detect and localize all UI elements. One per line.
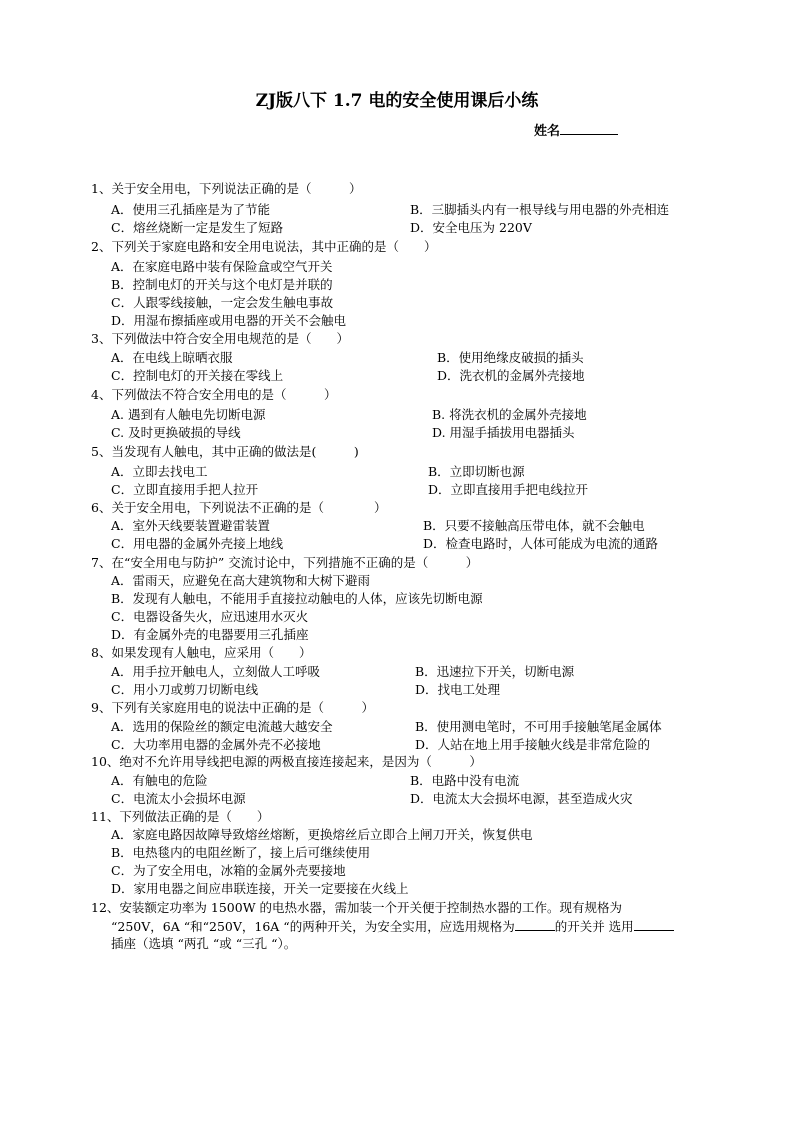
q11-option-a: A．家庭电路因故障导致熔丝熔断，更换熔丝后立即合上闸刀开关，恢复供电 — [111, 827, 533, 842]
q3-option-d: D．洗衣机的金属外壳接地 — [437, 368, 585, 383]
q5-option-a: A．立即去找电工 — [111, 464, 208, 479]
q9-option-c: C．大功率用电器的金属外壳不必接地 — [111, 737, 321, 752]
question-4: 4、下列做法不符合安全用电的是（ ） — [91, 387, 337, 402]
question-8: 8、如果发现有人触电，应采用（ ） — [91, 645, 312, 660]
q3-option-c: C．控制电灯的开关接在零线上 — [111, 368, 284, 383]
q7-option-a: A．雷雨天，应避免在高大建筑物和大树下避雨 — [111, 573, 371, 588]
q10-option-a: A．有触电的危险 — [111, 773, 208, 788]
question-12-line-1: 12、安装额定功率为 1500W 的电热水器，需加装一个开关便于控制热水器的工作。现有规格为 — [91, 900, 623, 915]
question-3: 3、下列做法中符合安全用电规范的是（ ） — [91, 331, 349, 346]
q7-option-d: D．有金属外壳的电器要用三孔插座 — [111, 627, 309, 642]
q8-option-d: D．找电工处理 — [415, 682, 501, 697]
q7-option-c: C．电器设备失火，应迅速用水灭火 — [111, 609, 309, 624]
q9-option-d: D．人站在地上用手接触火线是非常危险的 — [415, 737, 651, 752]
q8-option-c: C．用小刀或剪刀切断电线 — [111, 682, 259, 697]
question-12-line-3: 插座（选填 “两孔 “或 “三孔 “）。 — [111, 936, 297, 951]
question-1: 1、关于安全用电，下列说法正确的是（ ） — [91, 181, 362, 196]
question-11: 11、下列做法正确的是（ ） — [91, 809, 270, 824]
q9-option-a: A．选用的保险丝的额定电流越大越安全 — [111, 719, 333, 734]
name-blank[interactable] — [560, 123, 618, 135]
question-9: 9、下列有关家庭用电的说法中正确的是（ ） — [91, 700, 374, 715]
q1-option-d: D．安全电压为 220V — [410, 220, 532, 235]
q6-option-d: D．检查电路时，人体可能成为电流的通路 — [423, 536, 659, 551]
q10-option-d: D．电流太大会损坏电源，甚至造成火灾 — [410, 791, 633, 806]
question-7: 7、在“安全用电与防护” 交流讨论中，下列措施不正确的是（ ） — [91, 555, 479, 570]
q7-option-b: B．发现有人触电，不能用手直接拉动触电的人体，应该先切断电源 — [111, 591, 483, 606]
q11-option-d: D．家用电器之间应串联连接，开关一定要接在火线上 — [111, 881, 409, 896]
question-12-line-2 — [111, 918, 674, 935]
answer-blank-2[interactable] — [634, 918, 674, 931]
q5-option-d: D．立即直接用手把电线拉开 — [428, 482, 589, 497]
name-label: 姓名 — [534, 124, 561, 139]
q5-option-b: B．立即切断也源 — [428, 464, 525, 479]
q6-option-b: B．只要不接触高压带电体，就不会触电 — [423, 518, 645, 533]
page-title: ZJ版八下 1.7 电的安全使用课后小练 — [255, 91, 539, 111]
question-5: 5、当发现有人触电，其中正确的做法是( ) — [91, 444, 359, 459]
q4-option-d: D. 用湿手插拔用电器插头 — [432, 425, 575, 440]
q8-option-b: B．迅速拉下开关，切断电源 — [415, 664, 575, 679]
question-6: 6、关于安全用电，下列说法不正确的是（ ） — [91, 500, 387, 515]
q10-option-b: B．电路中没有电流 — [410, 773, 520, 788]
q11-option-c: C．为了安全用电，冰箱的金属外壳要接地 — [111, 863, 346, 878]
question-2: 2、下列关于家庭电路和安全用电说法，其中正确的是（ ） — [91, 239, 437, 254]
q9-option-b: B．使用测电笔时，不可用手接触笔尾金属体 — [415, 719, 662, 734]
q2-option-b: B．控制电灯的开关与这个电灯是并联的 — [111, 277, 333, 292]
q2-option-a: A．在家庭电路中装有保险盒或空气开关 — [111, 259, 333, 274]
q2-option-d: D．用湿布擦插座或用电器的开关不会触电 — [111, 313, 347, 328]
q3-option-b: B．使用绝缘皮破损的插头 — [437, 350, 584, 365]
q6-option-c: C．用电器的金属外壳接上地线 — [111, 536, 284, 551]
q6-option-a: A．室外天线要装置避雷装置 — [111, 518, 271, 533]
name-field[interactable] — [534, 120, 618, 139]
q1-option-c: C．熔丝烧断一定是发生了短路 — [111, 220, 284, 235]
q1-option-b: B．三脚插头内有一根导线与用电器的外壳相连 — [410, 202, 670, 217]
q10-option-c: C．电流太小会损坏电源 — [111, 791, 246, 806]
q8-option-a: A．用手拉开触电人，立刻做人工呼吸 — [111, 664, 321, 679]
q4-option-c: C. 及时更换破损的导线 — [111, 425, 241, 440]
question-12-text-b: 的开关并 选用 — [554, 919, 634, 934]
question-10: 10、绝对不允许用导线把电源的两极直接连接起来，是因为（ ） — [91, 754, 482, 769]
answer-blank-1[interactable] — [515, 918, 555, 931]
q4-option-a: A. 遇到有人触电先切断电源 — [111, 407, 266, 422]
q2-option-c: C．人跟零线接触，一定会发生触电事故 — [111, 295, 334, 310]
q4-option-b: B. 将洗衣机的金属外壳接地 — [432, 407, 587, 422]
q11-option-b: B．电热毯内的电阻丝断了，接上后可继续使用 — [111, 845, 371, 860]
question-12-text-a: “250V，6A “和“250V，16A “的两种开关，为安全实用，应选用规格为 — [111, 919, 515, 934]
q5-option-c: C．立即直接用手把人拉开 — [111, 482, 259, 497]
q3-option-a: A．在电线上晾晒衣服 — [111, 350, 233, 365]
q1-option-a: A．使用三孔插座是为了节能 — [111, 202, 271, 217]
